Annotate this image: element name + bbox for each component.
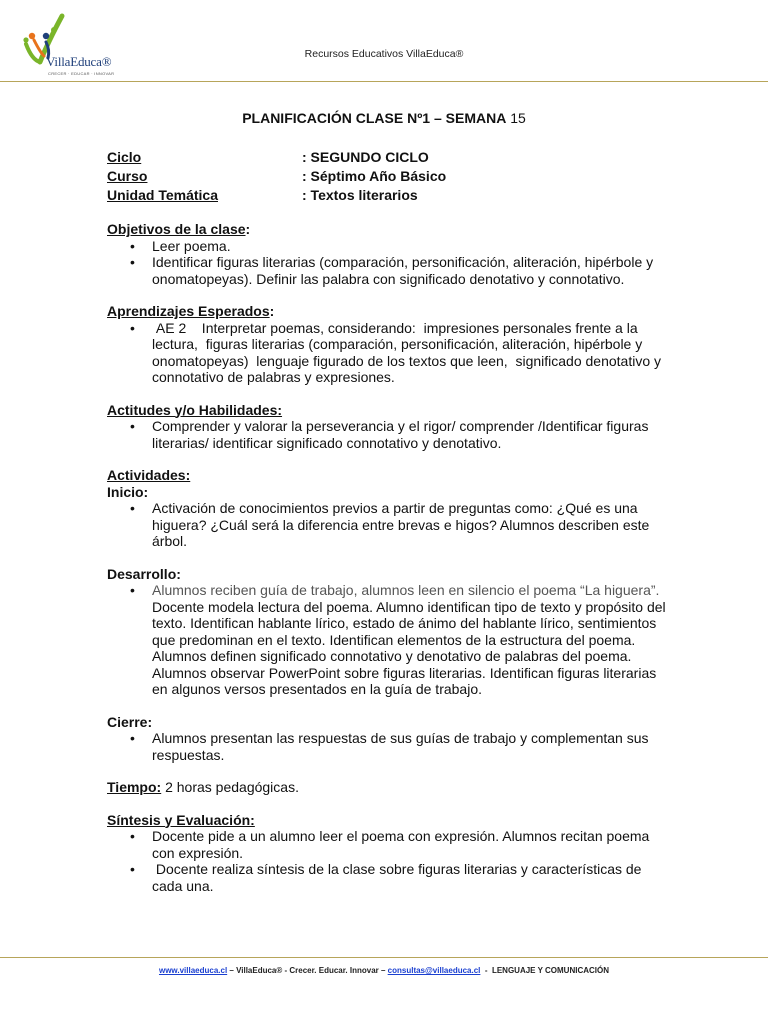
footer-divider <box>0 957 768 958</box>
footer-email-link[interactable]: consultas@villaeduca.cl <box>387 966 481 975</box>
meta-row-unidad <box>107 186 446 205</box>
tiempo-label: Tiempo: <box>107 779 162 795</box>
villaeduca-logo <box>18 12 118 76</box>
desarrollo-list <box>107 582 667 698</box>
section-title-objetivos: Objetivos de la clase: <box>107 221 251 237</box>
list-item: • Identificar figuras literarias (comparación, personificación, aliteración, hipérbole y onomatopeyas). Definir las palabra con significado denotativo y connotativo. <box>107 254 667 287</box>
actitudes-list <box>107 418 667 451</box>
aprendizajes-list <box>107 320 667 386</box>
subsection-title-desarrollo: Desarrollo: <box>107 565 181 582</box>
footer-middle: – VillaEduca® - Crecer. Educar. Innovar – <box>227 966 388 975</box>
section-title-actividades: Actividades: <box>107 467 191 483</box>
desarrollo-first-line: Alumnos reciben guía de trabajo, alumnos leen en silencio el poema “La higuera”. <box>152 582 660 598</box>
sintesis-list <box>107 828 667 894</box>
list-item: • Comprender y valorar la perseverancia y el rigor/ comprender /Identificar figuras literarias/ identificar significado connotativo y denotativo. <box>107 418 667 451</box>
meta-table <box>107 148 446 205</box>
section-title-sintesis: Síntesis y Evaluación: <box>107 811 255 828</box>
meta-row-curso <box>107 167 446 186</box>
cierre-list <box>107 730 667 763</box>
meta-label: Curso <box>107 168 148 184</box>
logo-name: VillaEduca® <box>46 54 112 69</box>
subsection-title-inicio: Inicio: <box>107 483 149 500</box>
footer-end: - LENGUAJE Y COMUNICACIÓN <box>480 966 609 975</box>
list-item <box>107 582 667 698</box>
list-item: • Leer poema. <box>107 238 667 255</box>
list-item: • Activación de conocimientos previos a partir de preguntas como: ¿Qué es una higuera? ¿Cuál será la diferencia entre brevas e higos? Alumnos describen este árbol. <box>107 500 667 550</box>
section-title-aprendizajes: Aprendizajes Esperados: <box>107 303 275 319</box>
list-item: • AE 2 Interpretar poemas, considerando: impresiones personales frente a la lectura, figuras literarias (comparación, personificación, aliteración, hipérbole y onomatopeyas) lenguaje figurado de los textos que leen, significado denotativo y connotativo de palabras y expresiones. <box>107 320 667 386</box>
footer-site-link[interactable]: www.villaeduca.cl <box>158 966 228 975</box>
header-divider <box>0 81 768 82</box>
meta-row-ciclo <box>107 148 446 167</box>
page-title <box>0 110 768 126</box>
meta-value: : Séptimo Año Básico <box>302 168 447 184</box>
list-item: • Docente pide a un alumno leer el poema con expresión. Alumnos recitan poema con expresión. <box>107 828 667 861</box>
document-body <box>107 221 667 894</box>
list-item: • Alumnos presentan las respuestas de sus guías de trabajo y complementan sus respuestas. <box>107 730 667 763</box>
tiempo-line <box>107 779 667 796</box>
objetivos-list <box>107 238 667 288</box>
header-text: Recursos Educativos VillaEduca® <box>304 48 464 60</box>
meta-value: : Textos literarios <box>302 187 418 203</box>
tiempo-value: 2 horas pedagógicas. <box>161 779 299 795</box>
inicio-list <box>107 500 667 550</box>
subsection-title-cierre: Cierre: <box>107 713 153 730</box>
footer <box>0 966 768 975</box>
title-week-number: 15 <box>506 110 526 126</box>
logo-tagline: CRECER · EDUCAR · INNOVAR <box>48 71 115 76</box>
title-main: PLANIFICACIÓN CLASE Nº1 – SEMANA <box>242 110 507 126</box>
meta-label: Unidad Temática <box>107 187 218 203</box>
meta-value: : SEGUNDO CICLO <box>302 149 429 165</box>
meta-label: Ciclo <box>107 149 142 165</box>
list-item: • Docente realiza síntesis de la clase sobre figuras literarias y características de cada una. <box>107 861 667 894</box>
section-title-actitudes: Actitudes y/o Habilidades: <box>107 401 283 418</box>
desarrollo-text: Docente modela lectura del poema. Alumno identifican tipo de texto y propósito del texto. Identifican hablante lírico, estado de ánimo del hablante lírico, sentimientos que predominan en el texto. Identifican elementos de la estructura del poema. Alumnos definen significado connotativo y denotativo de palabras del poema. Alumnos observar PowerPoint sobre figuras literarias. Identifican figuras literarias en algunos versos presentados en la guía de trabajo. <box>152 598 666 697</box>
